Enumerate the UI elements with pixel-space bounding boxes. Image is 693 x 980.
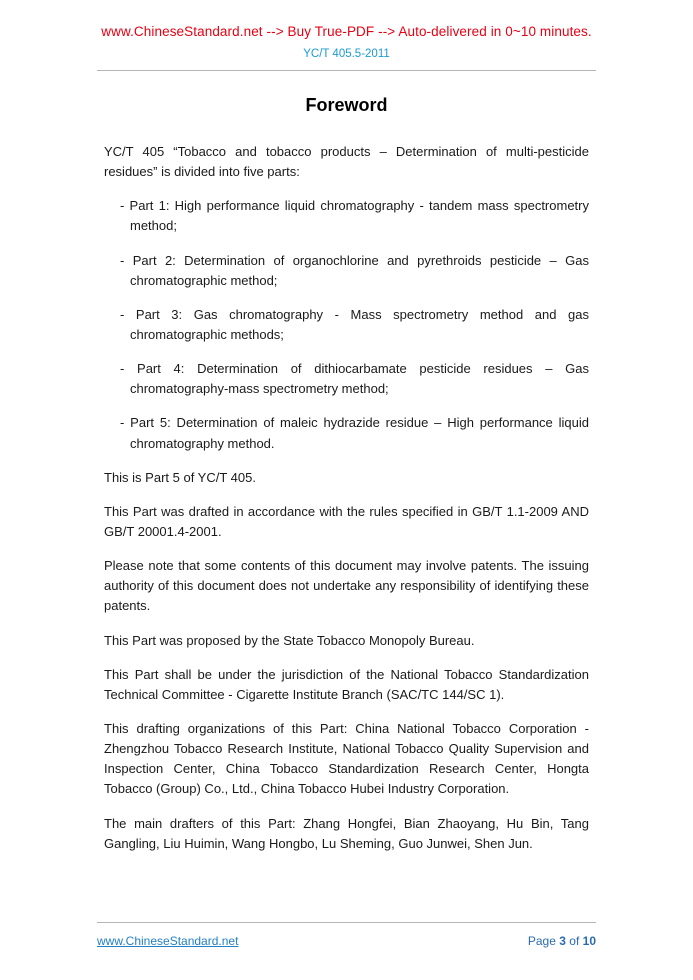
part-list-item-3: - Part 3: Gas chromatography - Mass spectrometry method and gas chromatographic methods; — [120, 306, 589, 342]
page-indicator — [528, 934, 596, 948]
parts-list — [120, 196, 589, 453]
page-word: Page — [527, 934, 556, 948]
paragraph-proposed-by: This Part was proposed by the State Tobacco Monopoly Bureau. — [104, 632, 475, 648]
buy-pdf-banner-link[interactable]: www.ChineseStandard.net --> Buy True-PDF --> Auto-delivered in 0~10 minutes. — [101, 24, 592, 39]
paragraph-this-is-part5: This is Part 5 of YC/T 405. — [104, 469, 256, 485]
of-word: of — [569, 934, 580, 948]
paragraph-patents-note: Please note that some contents of this document may involve patents. The issuing authority of this document does not undertake any responsibility of identifying these patents. — [104, 558, 589, 614]
document-number: YC/T 405.5-2011 — [303, 48, 390, 60]
current-page-number: 3 — [559, 934, 566, 948]
foreword-body — [104, 142, 589, 854]
paragraph-main-drafters: The main drafters of this Part: Zhang Hongfei, Bian Zhaoyang, Hu Bin, Tang Gangling, Liu Huimin, Wang Hongbo, Lu Sheming, Guo Junwei, Shen Jun. — [104, 815, 589, 851]
part-list-item-1: - Part 1: High performance liquid chromatography - tandem mass spectrometry method; — [120, 198, 589, 234]
paragraph-jurisdiction: This Part shall be under the jurisdiction of the National Tobacco Standardization Technical Committee - Cigarette Institute Branch (SAC/TC 144/SC 1). — [104, 666, 589, 702]
total-page-number: 10 — [582, 934, 596, 948]
part-list-item-2: - Part 2: Determination of organochlorine and pyrethroids pesticide – Gas chromatographic method; — [120, 252, 589, 288]
intro-paragraph: YC/T 405 “Tobacco and tobacco products – Determination of multi-pesticide residues” is divided into five parts: — [104, 144, 589, 180]
paragraph-drafting-organizations: This drafting organizations of this Part: China National Tobacco Corporation - Zhengzhou Tobacco Research Institute, National Tobacco Quality Supervision and Inspection Center, China Tobacco Standardization Research Center, Hongta Tobacco (Group) Co., Ltd., China Tobacco Hubei Industry Corporation. — [104, 720, 589, 797]
page-footer — [97, 922, 596, 948]
part-list-item-5: - Part 5: Determination of maleic hydrazide residue – High performance liquid chromatography method. — [120, 415, 589, 451]
header-divider — [97, 70, 596, 71]
part-list-item-4: - Part 4: Determination of dithiocarbamate pesticide residues – Gas chromatography-mass spectrometry method; — [120, 361, 589, 397]
page-title: Foreword — [305, 95, 388, 115]
footer-site-link[interactable]: www.ChineseStandard.net — [97, 934, 239, 948]
paragraph-drafted-rules: This Part was drafted in accordance with the rules specified in GB/T 1.1-2009 AND GB/T 20001.4-2001. — [104, 503, 589, 539]
